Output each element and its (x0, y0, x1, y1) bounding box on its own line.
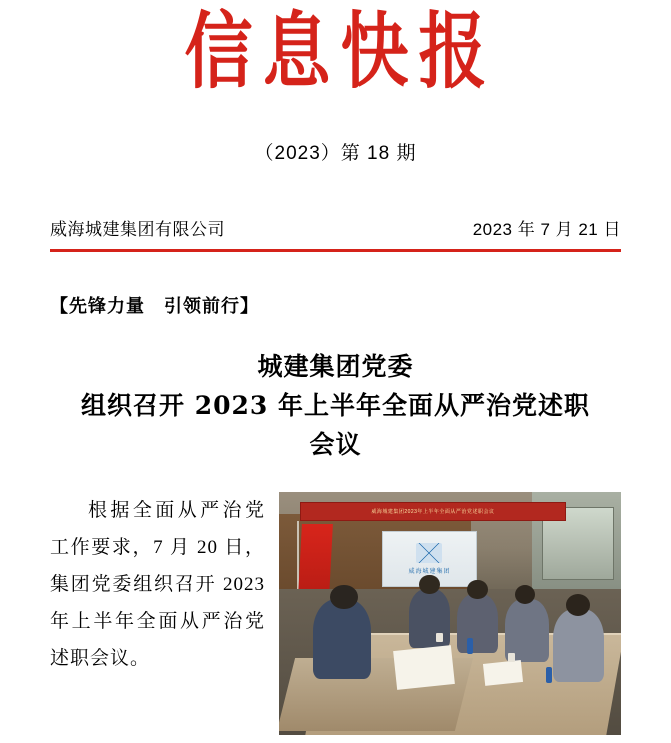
photo-person-head (419, 575, 440, 594)
headline-line-1: 城建集团党委 (257, 352, 414, 381)
article-body-area (50, 492, 621, 735)
publisher-name: 威海城建集团有限公司 (50, 220, 225, 239)
company-logo-icon (416, 543, 442, 563)
masthead (50, 0, 621, 100)
section-tag: 【先锋力量 引领前行】 (50, 296, 259, 316)
masthead-title: 信息快报 (184, 3, 497, 101)
photo-water-bottle (467, 638, 473, 654)
photo-cup (508, 653, 515, 662)
photo-document-sheet (483, 660, 523, 686)
publisher-row (50, 215, 621, 249)
headline-line-3: 会议 (309, 429, 362, 459)
article-headline (50, 348, 621, 464)
red-divider (50, 249, 621, 252)
article-paragraph: 根据全面从严治党工作要求，7 月 20 日，集团党委组织召开 2023 年上半年全面从严治党述职会议。 (50, 500, 265, 670)
photo-company-name: 威海城建集团 (408, 569, 451, 576)
publish-date: 2023 年 7 月 21 日 (472, 220, 621, 239)
photo-person (553, 609, 604, 682)
photo-banner (300, 502, 567, 521)
photo-water-bottle (546, 667, 552, 683)
photo-red-flag (298, 524, 333, 597)
article-text-column (50, 492, 265, 677)
photo-person (457, 594, 498, 652)
photo-person-head (330, 585, 357, 609)
photo-document-sheet (393, 645, 455, 690)
photo-person-head (467, 580, 488, 599)
issue-number: （2023）第 18 期 (254, 143, 417, 164)
photo-cup (436, 633, 443, 642)
headline-line-2: 组织召开 2023 年上半年全面从严治党述职 (81, 390, 590, 420)
photo-person (313, 599, 371, 679)
photo-person (409, 589, 450, 647)
photo-banner-text: 威海城建集团2023年上半年全面从严治党述职会议 (371, 509, 495, 516)
meeting-photo (279, 492, 621, 735)
